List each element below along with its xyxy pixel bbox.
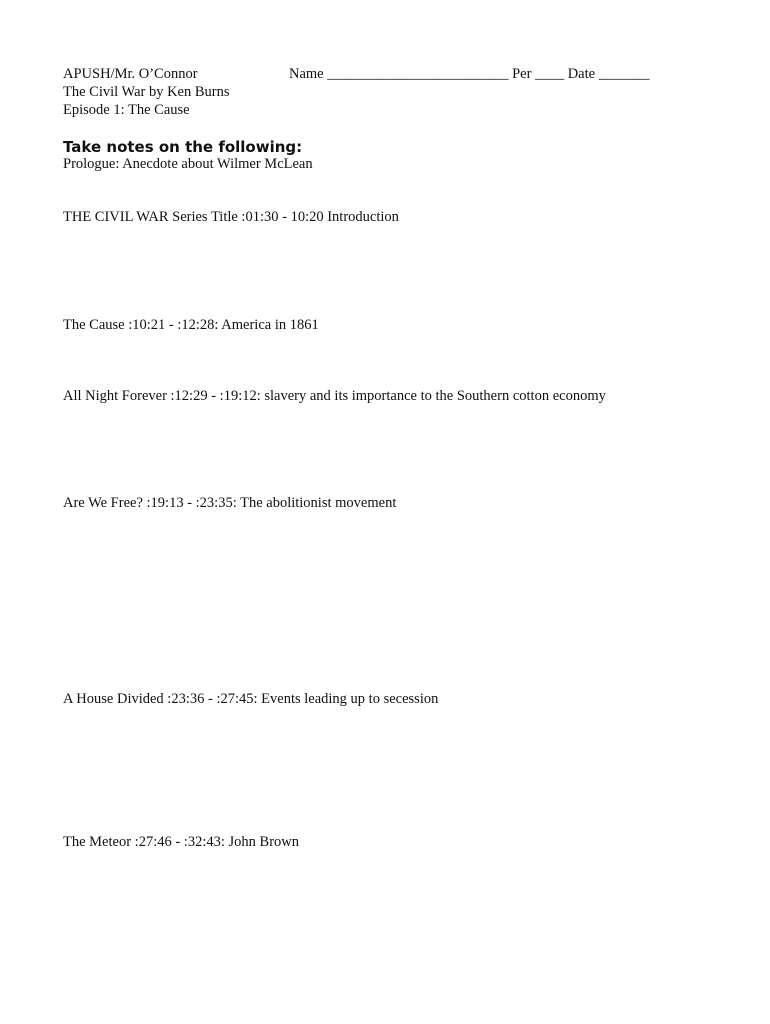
episode-line: Episode 1: The Cause [63,102,190,118]
title-line: The Civil War by Ken Burns [63,84,230,100]
section-the-cause: The Cause :10:21 - :12:28: America in 1861 [63,317,319,333]
section-prologue: Prologue: Anecdote about Wilmer McLean [63,156,313,172]
instructions-heading: Take notes on the following: [63,138,303,156]
section-all-night-forever: All Night Forever :12:29 - :19:12: slavery and its importance to the Southern cotton economy [63,388,606,404]
section-the-meteor: The Meteor :27:46 - :32:43: John Brown [63,834,300,850]
header-info [63,65,230,119]
section-series-title: THE CIVIL WAR Series Title :01:30 - 10:20 Introduction [63,209,399,225]
section-are-we-free: Are We Free? :19:13 - :23:35: The abolitionist movement [63,495,397,511]
student-fields: Name _________________________ Per ____ Date _______ [289,66,650,82]
course-line: APUSH/Mr. O’Connor [63,66,198,82]
section-a-house-divided: A House Divided :23:36 - :27:45: Events leading up to secession [63,691,439,707]
